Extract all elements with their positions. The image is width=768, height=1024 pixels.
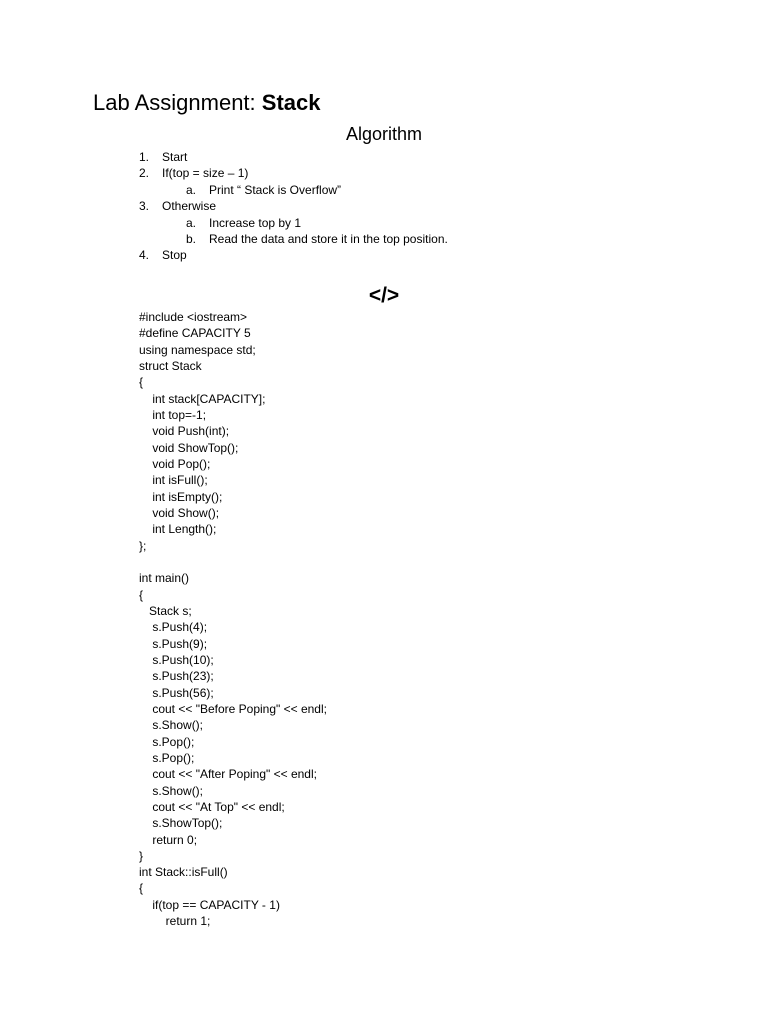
code-line: { (139, 375, 144, 390)
code-line: int isFull(); (139, 473, 208, 488)
step-text: Start (162, 150, 188, 164)
step-number: b. (186, 231, 197, 246)
code-line: s.Pop(); (139, 734, 195, 749)
code-line: }; (139, 538, 147, 553)
step-number: a. (186, 215, 197, 230)
code-line: void ShowTop(); (139, 440, 239, 455)
step-number: a. (186, 182, 197, 197)
code-line (139, 554, 327, 570)
code-line: s.Push(9); (139, 636, 208, 651)
algorithm-step (0, 165, 768, 181)
code-line: cout << "After Poping" << endl; (139, 767, 317, 782)
code-line: if(top == CAPACITY - 1) (139, 897, 280, 912)
section-heading-algorithm: Algorithm (345, 124, 423, 144)
code-line: return 1; (139, 914, 211, 929)
code-line: cout << "At Top" << endl; (139, 799, 285, 814)
algorithm-step (0, 182, 768, 198)
code-line: int stack[CAPACITY]; (139, 391, 266, 406)
page-title (93, 88, 321, 118)
code-line: int isEmpty(); (139, 489, 223, 504)
step-number: 2. (139, 166, 150, 181)
algorithm-list (0, 149, 768, 264)
code-line: s.Pop(); (139, 750, 195, 765)
step-text: Otherwise (162, 199, 217, 214)
step-number: 1. (139, 150, 150, 164)
code-line: int top=-1; (139, 407, 207, 422)
code-icon: </> (368, 284, 400, 307)
step-text: Print “ Stack is Overflow” (209, 182, 342, 197)
code-block (139, 309, 327, 929)
code-line: s.Show(); (139, 718, 204, 733)
step-text: Stop (162, 248, 187, 263)
code-line: s.Push(23); (139, 669, 214, 684)
algorithm-step (0, 198, 768, 214)
code-line: struct Stack (139, 358, 202, 373)
code-line: using namespace std; (139, 342, 256, 357)
code-line: #include <iostream> (139, 310, 248, 324)
title-bold: Stack (261, 90, 321, 115)
code-line: void Push(int); (139, 424, 230, 439)
algorithm-step (0, 247, 768, 263)
code-line: int main() (139, 571, 190, 586)
step-number: 3. (139, 199, 150, 214)
code-line: #define CAPACITY 5 (139, 326, 251, 341)
algorithm-step (0, 149, 768, 165)
code-line: void Show(); (139, 505, 220, 520)
step-text: Read the data and store it in the top position. (209, 231, 448, 246)
code-line: { (139, 881, 144, 896)
code-line: return 0; (139, 832, 198, 847)
code-line: s.Show(); (139, 783, 204, 798)
code-line: Stack s; (139, 603, 192, 618)
code-line: int Stack::isFull() (139, 865, 228, 880)
code-line: s.Push(4); (139, 620, 208, 635)
step-text: If(top = size – 1) (162, 166, 249, 181)
step-text: Increase top by 1 (209, 215, 302, 230)
code-line: void Pop(); (139, 456, 211, 471)
code-line: s.ShowTop(); (139, 816, 223, 831)
code-line: s.Push(56); (139, 685, 214, 700)
code-line: int Length(); (139, 522, 217, 537)
code-line: s.Push(10); (139, 652, 214, 667)
title-prefix: Lab Assignment: (93, 90, 262, 115)
algorithm-step (0, 215, 768, 231)
step-number: 4. (139, 248, 150, 263)
algorithm-step (0, 231, 768, 247)
code-line: cout << "Before Poping" << endl; (139, 701, 327, 716)
code-line: } (139, 848, 144, 863)
code-line: { (139, 587, 144, 602)
